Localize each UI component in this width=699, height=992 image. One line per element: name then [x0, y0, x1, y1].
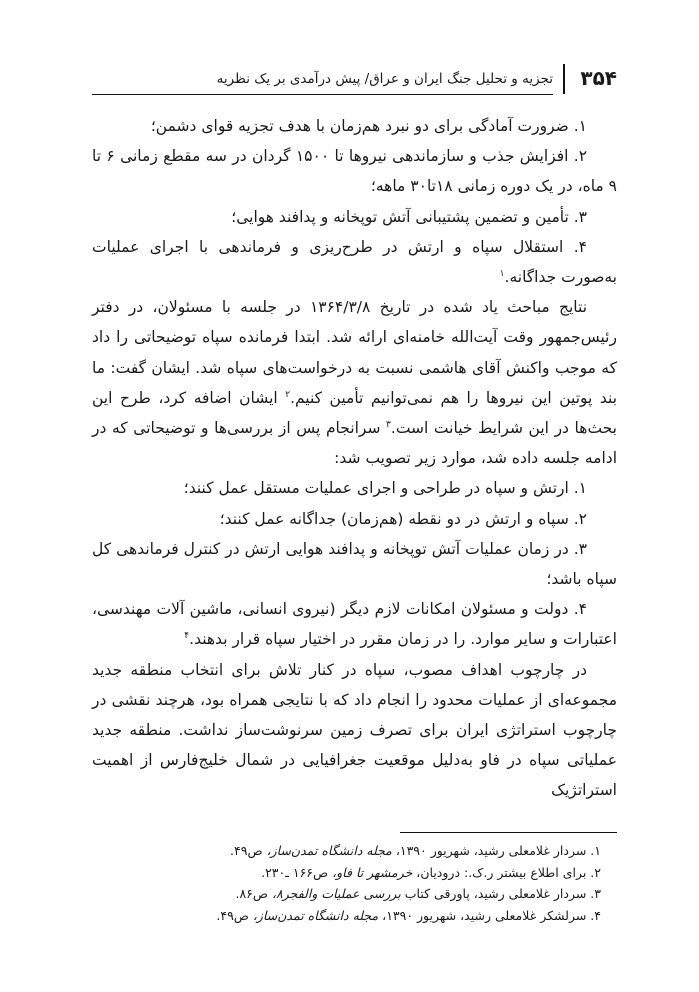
footnote-source: مجله دانشگاه تمدن‌ساز،	[252, 907, 379, 923]
paragraph-text: سرانجام پس از بررسی‌ها و توضیحاتی که در ادامه جلسه داده شد، موارد زیر تصویب شد:	[92, 419, 617, 468]
footnotes	[92, 840, 617, 926]
footnote-page: ص۱۶۶ ـ۲۳۰.	[261, 864, 333, 880]
footnote-source: مجله دانشگاه تمدن‌ساز،	[266, 843, 392, 858]
footnote	[92, 840, 617, 862]
paragraph-text: ایشان اضافه کرد، طرح این بحث‌ها در این شرایط خیانت است.	[92, 388, 617, 438]
footnote-text: ۳. سردار غلامعلی رشید، پاورقی کتاب	[400, 886, 601, 901]
footnote-text: ۴. سرلشکر غلامعلی رشید، شهریور ۱۳۹۰،	[378, 907, 601, 923]
footnote	[92, 883, 617, 905]
list-item: ۱. ارتش و سپاه در طراحی و اجرای عملیات مستقل عمل کنند؛	[183, 479, 587, 498]
header-rule	[92, 94, 553, 95]
list-item: ۳. تأمین و تضمین پشتیبانی آتش توپخانه و پدافند هوایی؛	[231, 207, 587, 226]
footnote	[92, 905, 617, 927]
list-item: ۲. افزایش جذب و سازماندهی نیروها تا ۱۵۰۰ گردان در سه مقطع زمانی ۶ تا ۹ ماه، در یک دوره زمانی ۱۸تا۳۰ ماهه؛	[92, 147, 617, 196]
running-title: تجزیه و تحلیل جنگ ایران و عراق/ پیش درآمدی بر یک نظریه	[216, 71, 553, 87]
list-item: ۲. سپاه و ارتش در دو نقطه (هم‌زمان) جداگانه عمل کنند؛	[219, 509, 587, 528]
page-number: ۳۵۴	[580, 66, 617, 90]
paragraph: در چارچوب اهداف مصوب، سپاه در کنار تلاش برای انتخاب منطقه جدید مجموعه‌ای از عملیات محدود را انجام داد که با نتایجی همراه بود، هرچند نقشی در چارچوب استراتژی ایران برای تصرف زمین سرنوشت‌ساز نداشت. منطقه جدید عملیاتی سپاه در فاو به‌دلیل موقعیت جغرافیایی در شمال خلیج‌فارس از اهمیت استراتژیک	[92, 660, 617, 800]
footnote-page: ص۴۹.	[230, 843, 267, 858]
footnote	[92, 862, 617, 884]
list-item-text: ۴. استقلال سپاه و ارتش در طرح‌ریزی و فرماندهی با اجرای عملیات به‌صورت جداگانه.	[92, 237, 617, 287]
footnote-page: ص۸۶.	[235, 886, 272, 901]
main-text	[92, 111, 617, 806]
paragraph	[92, 292, 617, 473]
footnote-source: بررسی عملیات والفجر۸،	[272, 886, 401, 901]
header-divider	[563, 64, 565, 94]
list-item-text: ۴. دولت و مسئولان امکانات لازم دیگر (نیروی انسانی، ماشین آلات مهندسی، اعتبارات و سایر موارد. را در زمان مقرر در اختیار سپاه قرار بدهند.	[92, 600, 617, 649]
footnote-ref: ۱	[499, 268, 505, 279]
footnote-page: ص۴۹.	[216, 907, 253, 923]
footnote-ref: ۴	[184, 631, 190, 642]
list-item: ۳. در زمان عملیات آتش توپخانه و پدافند هوایی ارتش در کنترل فرماندهی کل سپاه باشد؛	[92, 539, 617, 589]
footnote-ref: ۳	[386, 419, 391, 430]
footnote-ref: ۲	[285, 389, 291, 400]
running-header	[92, 56, 617, 96]
list-item	[92, 594, 617, 654]
footnote-rule	[400, 832, 617, 833]
paragraph-text: نتایج مباحث یاد شده در تاریخ ۱۳۶۴/۳/۸ در جلسه با مسئولان، در دفتر رئیس‌جمهور وقت آیت‌الله خامنه‌ای ارائه شد. ابتدا فرمانده سپاه توضیحاتی را داد که موجب واکنش آقای هاشمی نسبت به درخواست‌های سپاه شد. ایشان گفت: ما بند پوتین این نیروها را هم نمی‌توانیم تأمین کنیم.	[92, 298, 618, 407]
footnote-text: ۱. سردار غلامعلی رشید، شهریور ۱۳۹۰،	[391, 843, 601, 858]
footnote-source: خرمشهر تا فاو،	[332, 864, 413, 880]
footnote-text: ۲. برای اطلاع بیشتر ر.ک.: درودیان،	[412, 864, 601, 880]
list-item	[92, 232, 617, 292]
list-item: ۱. ضرورت آمادگی برای دو نبرد هم‌زمان با هدف تجزیه قوای دشمن؛	[150, 117, 587, 135]
